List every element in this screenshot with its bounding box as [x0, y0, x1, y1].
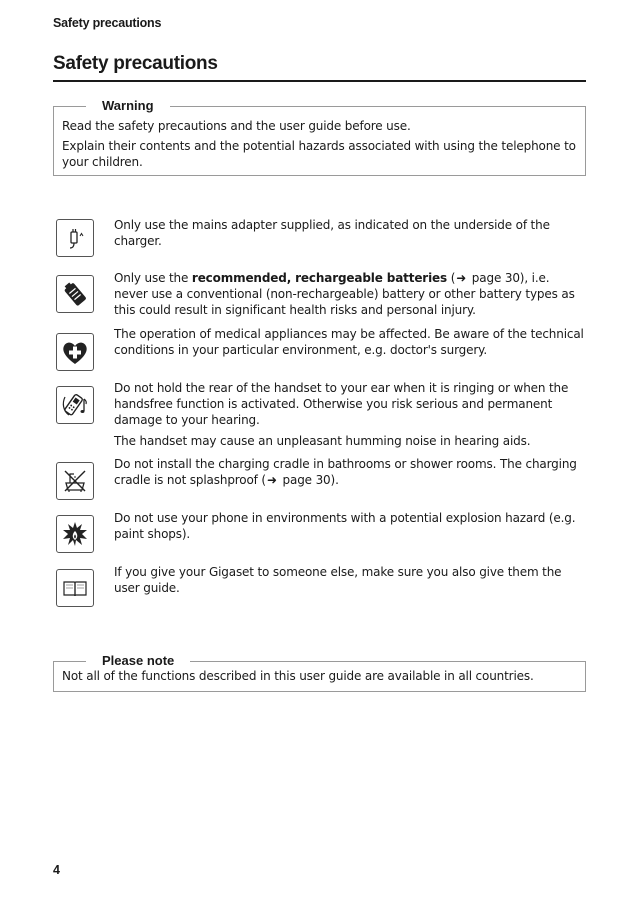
arrow-right-icon: ➜	[266, 473, 277, 487]
warning-line-1: Read the safety precautions and the user guide before use.	[62, 119, 411, 133]
item-bathroom-text-after: page 30).	[278, 473, 339, 487]
item-explosion-text: Do not use your phone in environments with a potential explosion hazard (e.g. paint shops).	[114, 511, 576, 541]
arrow-right-icon: ➜	[456, 271, 467, 285]
item-battery-text-after: page 30), i.e. never use a conventional (non-rechargeable) battery or other battery types as this could result in significant health risks and personal injury.	[114, 271, 575, 317]
item-bathroom-text	[114, 456, 586, 488]
item-mains-adapter-text: Only use the mains adapter supplied, as indicated on the underside of the charger.	[114, 218, 550, 248]
note-text: Not all of the functions described in this user guide are available in all countries.	[62, 669, 534, 683]
item-battery-text-bold: recommended, rechargeable batteries	[191, 271, 448, 285]
explosion-hazard-icon	[56, 515, 94, 553]
item-battery-ref-open: (	[447, 271, 456, 285]
page-number: 4	[53, 863, 60, 877]
mains-adapter-icon	[56, 219, 94, 257]
warning-box	[53, 98, 586, 176]
item-handset-text: Do not hold the rear of the handset to your ear when it is ringing or when the handsfree function is activated. Otherwise you risk serious and permanent damage to your hearing.	[114, 381, 569, 427]
item-user-guide-text: If you give your Gigaset to someone else, make sure you also give them the user guide.	[114, 565, 562, 595]
item-battery-text	[114, 270, 586, 318]
running-head: Safety precautions	[53, 16, 162, 30]
item-bathroom-text-before: Do not install the charging cradle in bathrooms or shower rooms. The charging cradle is not splashproof (	[114, 457, 577, 487]
medical-heart-icon	[56, 333, 94, 371]
warning-line-2: Explain their contents and the potential hazards associated with using the telephone to your children.	[62, 139, 576, 169]
user-guide-icon	[56, 569, 94, 607]
title-rule	[53, 80, 586, 82]
warning-label: Warning	[86, 98, 170, 114]
page-title: Safety precautions	[53, 53, 218, 74]
no-bathroom-icon	[56, 462, 94, 500]
battery-icon	[56, 275, 94, 313]
item-handset-text-2: The handset may cause an unpleasant humming noise in hearing aids.	[114, 434, 531, 448]
note-box	[53, 653, 586, 692]
item-battery-text-before: Only use the	[114, 271, 192, 285]
note-label: Please note	[86, 653, 190, 669]
handset-ear-icon	[56, 386, 94, 424]
item-medical-text: The operation of medical appliances may be affected. Be aware of the technical conditions in your particular environment, e.g. doctor's surgery.	[114, 327, 584, 357]
